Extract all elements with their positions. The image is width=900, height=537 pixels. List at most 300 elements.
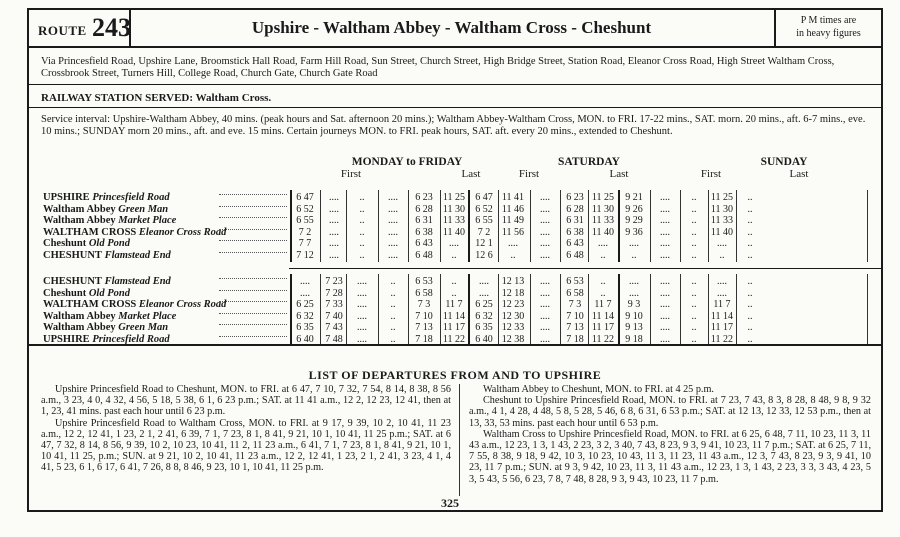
page-number: 325: [441, 496, 459, 510]
stop-place: WALTHAM CROSS: [43, 226, 137, 238]
stop-point: Market Place: [118, 215, 177, 226]
time-cell: 11 40: [710, 226, 734, 238]
column-rule: [320, 274, 321, 346]
time-cell: 7 10: [566, 310, 584, 322]
time-cell: ..: [719, 249, 725, 261]
time-cell: 11 30: [591, 203, 615, 215]
time-cell: ..: [390, 322, 396, 333]
time-cell: ..: [359, 192, 365, 203]
column-rule: [867, 190, 868, 262]
time-cell: ....: [540, 333, 550, 345]
time-cell: 9 29: [625, 215, 643, 226]
column-rule: [468, 274, 470, 346]
time-cell: ..: [359, 238, 365, 249]
column-rule: [440, 190, 441, 262]
time-cell: 6 52: [475, 203, 493, 215]
time-cell: ..: [600, 276, 606, 287]
time-cell: ..: [691, 192, 697, 203]
column-rule: [708, 190, 709, 262]
departures-paragraph: Waltham Cross to Upshire Princesfield Road, MON. to FRI. at 6 25, 6 48, 7 11, 10 23, 11 3, 11 43 a.m., 12 23, 1 3, 1 43, 2 23, 3 2, 3 40, 7 43, 8 23, 9 3, 9 41, 10 23, 11 7 p.m.; SAT. at 6 25, 7 11, 7 55, 8 38, 9 18, 9 42, 10 3, 10 23, 10 43, 11 3, 11 23, 11 43 a.m., 12 3, 7 43, 8 23, 9 3, 9 41, 10 23, 11 7 p.m.; SUN. at 9 3, 9 42, 10 23, 11 3, 11 43 a.m., 12 23, 1 3, 1 43, 2 23, 3 3, 3 43, 4 23, 5 3, 5 43, 5 56, 6 23, 7 8, 7 48, 8 28, 9 3, 9 43, 10 23, 11 7 p.m.: [469, 428, 871, 485]
divider: [289, 268, 881, 269]
time-cell: ....: [660, 287, 670, 299]
time-cell: ....: [717, 276, 727, 287]
time-cell: 7 3: [417, 299, 431, 310]
time-cell: ..: [631, 249, 637, 261]
column-subheader: First: [340, 168, 362, 180]
time-cell: 11 56: [501, 226, 525, 238]
stop-name: [43, 250, 171, 262]
time-cell: 9 10: [625, 310, 643, 322]
pm-note-line-2: in heavy figures: [796, 28, 861, 39]
time-cell: ..: [359, 249, 365, 261]
time-cell: 11 17: [442, 322, 466, 333]
time-cell: ....: [329, 203, 339, 215]
time-cell: ..: [747, 299, 753, 310]
time-cell: 7 2: [477, 226, 491, 238]
time-cell: ....: [660, 322, 670, 333]
time-cell: ....: [660, 249, 670, 261]
time-cell: 7 3: [568, 299, 582, 310]
time-cell: ....: [660, 203, 670, 215]
time-cell: 6 47: [475, 192, 493, 203]
time-cell: ..: [390, 287, 396, 299]
time-cell: ....: [388, 226, 398, 238]
time-cell: ....: [540, 322, 550, 333]
time-cell: 9 3: [627, 299, 641, 310]
divider: [29, 107, 881, 108]
time-cell: 11 49: [501, 215, 525, 226]
column-rule: [378, 190, 379, 262]
time-cell: 6 25: [296, 299, 314, 310]
column-rule: [588, 274, 589, 346]
time-cell: 6 40: [475, 333, 493, 345]
time-cell: ....: [717, 287, 727, 299]
time-cell: ....: [660, 238, 670, 249]
time-cell: 11 33: [710, 215, 734, 226]
time-cell: ....: [449, 238, 459, 249]
departures-title: LIST OF DEPARTURES FROM AND TO UPSHIRE: [308, 368, 602, 382]
dot-leader: [219, 324, 287, 325]
column-rule: [680, 190, 681, 262]
time-cell: 12 33: [501, 322, 525, 333]
stop-place: Cheshunt: [43, 287, 87, 299]
time-cell: ..: [600, 287, 606, 299]
time-cell: ....: [660, 276, 670, 287]
column-rule: [680, 274, 681, 346]
time-cell: 9 18: [625, 333, 643, 345]
time-cell: ..: [747, 192, 753, 203]
stop-name: [43, 227, 226, 239]
route-title: Upshire - Waltham Abbey - Waltham Cross - Cheshunt: [251, 18, 652, 37]
time-cell: 9 21: [625, 192, 643, 203]
group-header: MONDAY to FRIDAY: [351, 156, 463, 168]
header-bar: [29, 10, 881, 48]
time-cell: ..: [747, 215, 753, 226]
stop-name: [43, 322, 168, 334]
stop-point: Old Pond: [88, 287, 130, 299]
time-cell: ..: [691, 226, 697, 238]
column-rule: [468, 190, 470, 262]
time-cell: 11 30: [442, 203, 466, 215]
time-cell: 11 33: [591, 215, 615, 226]
stop-place: WALTHAM CROSS: [43, 299, 137, 310]
time-cell: 6 31: [566, 215, 584, 226]
time-cell: 7 13: [566, 322, 584, 333]
time-cell: ..: [390, 310, 396, 322]
stop-name: [43, 215, 176, 227]
time-cell: ....: [540, 299, 550, 310]
stop-point: Green Man: [118, 203, 169, 215]
stop-point: Market Place: [118, 310, 177, 322]
stop-place: Waltham Abbey: [43, 322, 116, 333]
stop-name: [43, 299, 226, 311]
time-cell: 12 30: [501, 310, 525, 322]
column-rule: [650, 274, 651, 346]
time-cell: 12 38: [501, 333, 525, 345]
time-cell: ....: [660, 333, 670, 345]
departures-right: [469, 384, 871, 485]
time-cell: ....: [357, 310, 367, 322]
dot-leader: [219, 240, 287, 241]
time-cell: 6 28: [415, 203, 433, 215]
time-cell: 6 52: [296, 203, 314, 215]
column-rule: [290, 274, 292, 346]
time-cell: 7 23: [325, 276, 343, 287]
time-cell: 6 40: [296, 333, 314, 345]
dot-leader: [219, 229, 287, 230]
time-cell: ....: [388, 192, 398, 203]
stop-name: [43, 276, 171, 288]
time-cell: 12 1: [475, 238, 493, 249]
stop-place: Waltham Abbey: [43, 215, 116, 226]
time-cell: ..: [390, 333, 396, 345]
time-cell: 11 25: [591, 192, 615, 203]
time-cell: 11 7: [594, 299, 612, 310]
time-cell: ..: [390, 276, 396, 287]
time-cell: ..: [691, 310, 697, 322]
time-cell: ....: [629, 238, 639, 249]
column-rule: [378, 274, 379, 346]
time-cell: 7 2: [298, 226, 312, 238]
time-cell: 6 43: [566, 238, 584, 249]
time-cell: 6 58: [415, 287, 433, 299]
time-cell: 7 10: [415, 310, 433, 322]
time-cell: ....: [540, 249, 550, 261]
stop-place: UPSHIRE: [43, 192, 90, 203]
time-cell: 7 43: [325, 322, 343, 333]
time-cell: 11 22: [591, 333, 615, 345]
dot-leader: [219, 217, 287, 218]
column-rule: [530, 190, 531, 262]
time-cell: 7 18: [566, 333, 584, 345]
time-cell: 6 32: [475, 310, 493, 322]
time-cell: ..: [691, 322, 697, 333]
time-cell: 7 33: [325, 299, 343, 310]
time-cell: ..: [747, 333, 753, 345]
time-cell: ..: [691, 238, 697, 249]
time-cell: ..: [451, 276, 457, 287]
dot-leader: [219, 336, 287, 337]
dot-leader: [219, 313, 287, 314]
time-cell: 6 55: [475, 215, 493, 226]
time-cell: 6 23: [566, 192, 584, 203]
time-cell: 11 30: [710, 203, 734, 215]
column-rule: [560, 190, 561, 262]
time-cell: ....: [660, 215, 670, 226]
departures-paragraph: Waltham Abbey to Cheshunt, MON. to FRI. at 4 25 p.m.: [483, 384, 714, 395]
column-rule: [498, 274, 499, 346]
time-cell: ....: [357, 299, 367, 310]
column-rule: [708, 274, 709, 346]
dot-leader: [219, 278, 287, 279]
time-cell: 11 7: [445, 299, 463, 310]
time-cell: 6 55: [296, 215, 314, 226]
time-cell: ..: [691, 249, 697, 261]
stop-place: Cheshunt: [43, 238, 87, 249]
departures-left: [41, 384, 451, 474]
time-cell: ....: [329, 192, 339, 203]
time-cell: 11 25: [442, 192, 466, 203]
time-cell: ..: [691, 203, 697, 215]
time-cell: ....: [388, 203, 398, 215]
time-cell: 7 40: [325, 310, 343, 322]
dot-leader: [219, 194, 287, 195]
stop-name: [43, 288, 130, 300]
time-cell: ....: [629, 287, 639, 299]
time-cell: 11 41: [501, 192, 525, 203]
time-cell: 12 6: [475, 249, 493, 261]
time-cell: ..: [359, 226, 365, 238]
column-rule: [736, 190, 737, 262]
column-rule: [408, 190, 409, 262]
column-rule: [618, 190, 620, 262]
time-cell: ....: [508, 238, 518, 249]
route-number: 243: [92, 13, 131, 42]
column-rule: [867, 274, 868, 346]
time-cell: ....: [300, 287, 310, 299]
stop-point: Eleanor Cross Road: [138, 226, 227, 238]
time-cell: ....: [629, 276, 639, 287]
time-cell: 6 31: [415, 215, 433, 226]
column-rule: [290, 190, 292, 262]
time-cell: ..: [691, 299, 697, 310]
time-cell: 11 14: [591, 310, 615, 322]
time-cell: 11 7: [713, 299, 731, 310]
time-cell: 12 13: [501, 276, 525, 287]
time-cell: 6 38: [415, 226, 433, 238]
dot-leader: [219, 290, 287, 291]
dot-leader: [219, 206, 287, 207]
column-subheader: Last: [461, 168, 481, 180]
stop-point: Princesfield Road: [92, 192, 170, 203]
column-rule: [530, 274, 531, 346]
time-cell: ..: [359, 215, 365, 226]
column-rule: [618, 274, 620, 346]
time-cell: 11 40: [442, 226, 466, 238]
time-cell: 11 17: [591, 322, 615, 333]
time-cell: ..: [747, 238, 753, 249]
time-cell: ..: [747, 276, 753, 287]
stop-point: Old Pond: [88, 238, 130, 249]
time-cell: ....: [388, 249, 398, 261]
time-cell: ....: [388, 238, 398, 249]
time-cell: ..: [747, 226, 753, 238]
time-cell: 11 33: [442, 215, 466, 226]
time-cell: 7 48: [325, 333, 343, 345]
via-text: Via Princesfield Road, Upshire Lane, Broomstick Hall Road, Farm Hill Road, Sun Street, Church Street, High Bridge Street, Station Road, Eleanor Cross Road, High Street Waltham Cross, Crossbrook Street, Turners Hill, College Road, Church Gate, Church Gate Road: [41, 56, 835, 79]
time-cell: ....: [660, 299, 670, 310]
stop-point: Flamstead End: [104, 249, 171, 261]
divider: [29, 84, 881, 85]
time-cell: 11 40: [591, 226, 615, 238]
time-cell: 6 23: [415, 192, 433, 203]
column-divider: [459, 384, 460, 496]
column-rule: [498, 190, 499, 262]
time-cell: 12 18: [501, 287, 525, 299]
divider: [29, 344, 881, 346]
stop-point: Princesfield Road: [92, 333, 170, 345]
column-subheader: First: [700, 168, 722, 180]
column-rule: [736, 274, 737, 346]
time-cell: ..: [691, 215, 697, 226]
time-cell: ....: [660, 226, 670, 238]
column-subheader: Last: [789, 168, 809, 180]
time-cell: 6 47: [296, 192, 314, 203]
time-cell: ....: [329, 215, 339, 226]
time-cell: 6 25: [475, 299, 493, 310]
stop-name: [43, 238, 130, 250]
time-cell: 6 35: [296, 322, 314, 333]
column-rule: [650, 190, 651, 262]
time-cell: ....: [540, 276, 550, 287]
time-cell: 9 26: [625, 203, 643, 215]
time-cell: 6 35: [475, 322, 493, 333]
column-rule: [408, 274, 409, 346]
time-cell: 11 22: [710, 333, 734, 345]
stop-point: Eleanor Cross Road: [138, 299, 227, 310]
time-cell: 7 7: [298, 238, 312, 249]
column-subheader: First: [518, 168, 540, 180]
pm-note: [774, 10, 881, 46]
column-rule: [440, 274, 441, 346]
time-cell: 11 17: [710, 322, 734, 333]
time-cell: 6 38: [566, 226, 584, 238]
group-header: SUNDAY: [760, 156, 808, 168]
time-cell: 7 13: [415, 322, 433, 333]
time-cell: ....: [540, 226, 550, 238]
time-cell: 6 43: [415, 238, 433, 249]
stop-name: [43, 311, 176, 323]
time-cell: ..: [747, 322, 753, 333]
time-cell: ....: [357, 333, 367, 345]
pm-note-line-1: P M times are: [800, 15, 857, 26]
time-cell: ..: [747, 249, 753, 261]
column-rule: [588, 190, 589, 262]
time-cell: ....: [540, 238, 550, 249]
time-cell: ..: [747, 310, 753, 322]
column-rule: [346, 274, 347, 346]
departures-paragraph: Upshire Princesfield Road to Waltham Cross, MON. to FRI. at 9 17, 9 39, 10 2, 10 41, 11 23 a.m., 12 2, 12 41, 1 23, 2 1, 2 41, 6 39, 7 1, 7 23, 8 1, 8 41, 9 21, 10 1, 10 41, 11 25 p.m.; SAT. at 6 47, 7 32, 8 14, 8 56, 9 39, 10 2, 10 23, 10 41, 11 2, 11 23 a.m., 6 41, 7 1, 7 23, 8 1, 8 41, 9 21, 10 1, 10 41, 11 25, p.m.; SUN. at 9 21, 10 2, 10 41, 11 23 a.m., 12 2, 12 41, 1 23, 2 1, 2 41, 3 23, 4 1, 4 41, 5 23, 6 1, 6 17, 6 41, 7 26, 8 8, 8 46, 9 23, 10 1, 10 41, 11 25 p.m.: [41, 417, 451, 474]
time-cell: ..: [691, 287, 697, 299]
time-cell: 11 22: [442, 333, 466, 345]
time-cell: ..: [510, 249, 516, 261]
column-subheader: Last: [609, 168, 629, 180]
time-cell: ..: [747, 287, 753, 299]
time-cell: ....: [540, 310, 550, 322]
time-cell: 11 46: [501, 203, 525, 215]
column-rule: [560, 274, 561, 346]
time-cell: 9 36: [625, 226, 643, 238]
time-cell: ....: [329, 226, 339, 238]
time-cell: ..: [359, 203, 365, 215]
time-cell: ..: [747, 203, 753, 215]
stop-place: CHESHUNT: [43, 249, 102, 261]
stop-point: Green Man: [118, 322, 169, 333]
time-cell: 7 12: [296, 249, 314, 261]
time-cell: 6 48: [415, 249, 433, 261]
time-cell: ....: [540, 215, 550, 226]
time-cell: 6 58: [566, 287, 584, 299]
time-cell: ....: [540, 287, 550, 299]
stop-name: [43, 204, 168, 216]
time-cell: 7 28: [325, 287, 343, 299]
time-cell: 6 53: [566, 276, 584, 287]
timetable-page: [27, 8, 883, 512]
departures-paragraph: Upshire Princesfield Road to Cheshunt, MON. to FRI. at 6 47, 7 10, 7 32, 7 54, 8 14, 8 38, 8 56 a.m., 3 23, 4 0, 4 32, 4 56, 5 18, 5 38, 6 1, 6 23 p.m.; SAT. at 11 41 a.m., 12 2, 12 23, 12 41, then at 1, 23, 41 mins. past each hour until 6 23 p.m.: [41, 384, 451, 418]
time-cell: 6 48: [566, 249, 584, 261]
time-cell: 11 14: [442, 310, 466, 322]
time-cell: ....: [479, 287, 489, 299]
time-cell: 7 18: [415, 333, 433, 345]
time-cell: 6 32: [296, 310, 314, 322]
route-label: ROUTE: [38, 23, 87, 38]
stop-place: CHESHUNT: [43, 276, 102, 287]
railway-station: RAILWAY STATION SERVED: Waltham Cross.: [41, 92, 272, 104]
time-cell: ..: [691, 276, 697, 287]
time-cell: ....: [540, 192, 550, 203]
time-cell: ..: [600, 249, 606, 261]
departures-paragraph: Cheshunt to Upshire Princesfield Road, MON. to FRI. at 7 23, 7 43, 8 3, 8 28, 8 48, 9 8, 9 32 a.m., 4 1, 4 28, 4 48, 5 8, 5 28, 5 46, 6 8, 6 31, 6 53 p.m.; SAT. at 12 13, 12 33, 12 53 p.m., then at 13, 33, 53 mins. past each hour until 6 53 p.m.: [469, 395, 871, 429]
time-cell: ....: [479, 276, 489, 287]
group-header: SATURDAY: [558, 156, 620, 168]
time-cell: ..: [691, 333, 697, 345]
route-box: [29, 10, 131, 46]
time-cell: ....: [329, 238, 339, 249]
stop-name: [43, 192, 170, 204]
time-cell: ....: [660, 192, 670, 203]
time-cell: ....: [388, 215, 398, 226]
time-cell: 6 53: [415, 276, 433, 287]
column-rule: [346, 190, 347, 262]
stop-place: UPSHIRE: [43, 333, 90, 345]
time-cell: 12 23: [501, 299, 525, 310]
time-cell: 6 28: [566, 203, 584, 215]
time-cell: ....: [329, 249, 339, 261]
time-cell: ..: [390, 299, 396, 310]
time-cell: ....: [660, 310, 670, 322]
dot-leader: [219, 252, 287, 253]
time-cell: ....: [357, 287, 367, 299]
service-interval: Service interval: Upshire-Waltham Abbey, 40 mins. (peak hours and Sat. afternoon 20 mins.); Waltham Abbey-Waltham Cross, MON. to FRI. 17-22 mins., SAT. morn. 20 mins., aft. 6-7 mins., eve. 10 mins.; SUNDAY morn 20 mins., aft. and eve. 15 mins. Certain journeys MON. to FRI. peak hours, SAT. aft. every 20 mins., extended to Cheshunt.: [41, 114, 866, 137]
time-cell: 9 13: [625, 322, 643, 333]
time-cell: ....: [598, 238, 608, 249]
time-cell: ....: [357, 322, 367, 333]
column-rule: [320, 190, 321, 262]
time-cell: 11 14: [710, 310, 734, 322]
time-cell: ..: [451, 287, 457, 299]
time-cell: ..: [451, 249, 457, 261]
time-cell: ....: [717, 238, 727, 249]
